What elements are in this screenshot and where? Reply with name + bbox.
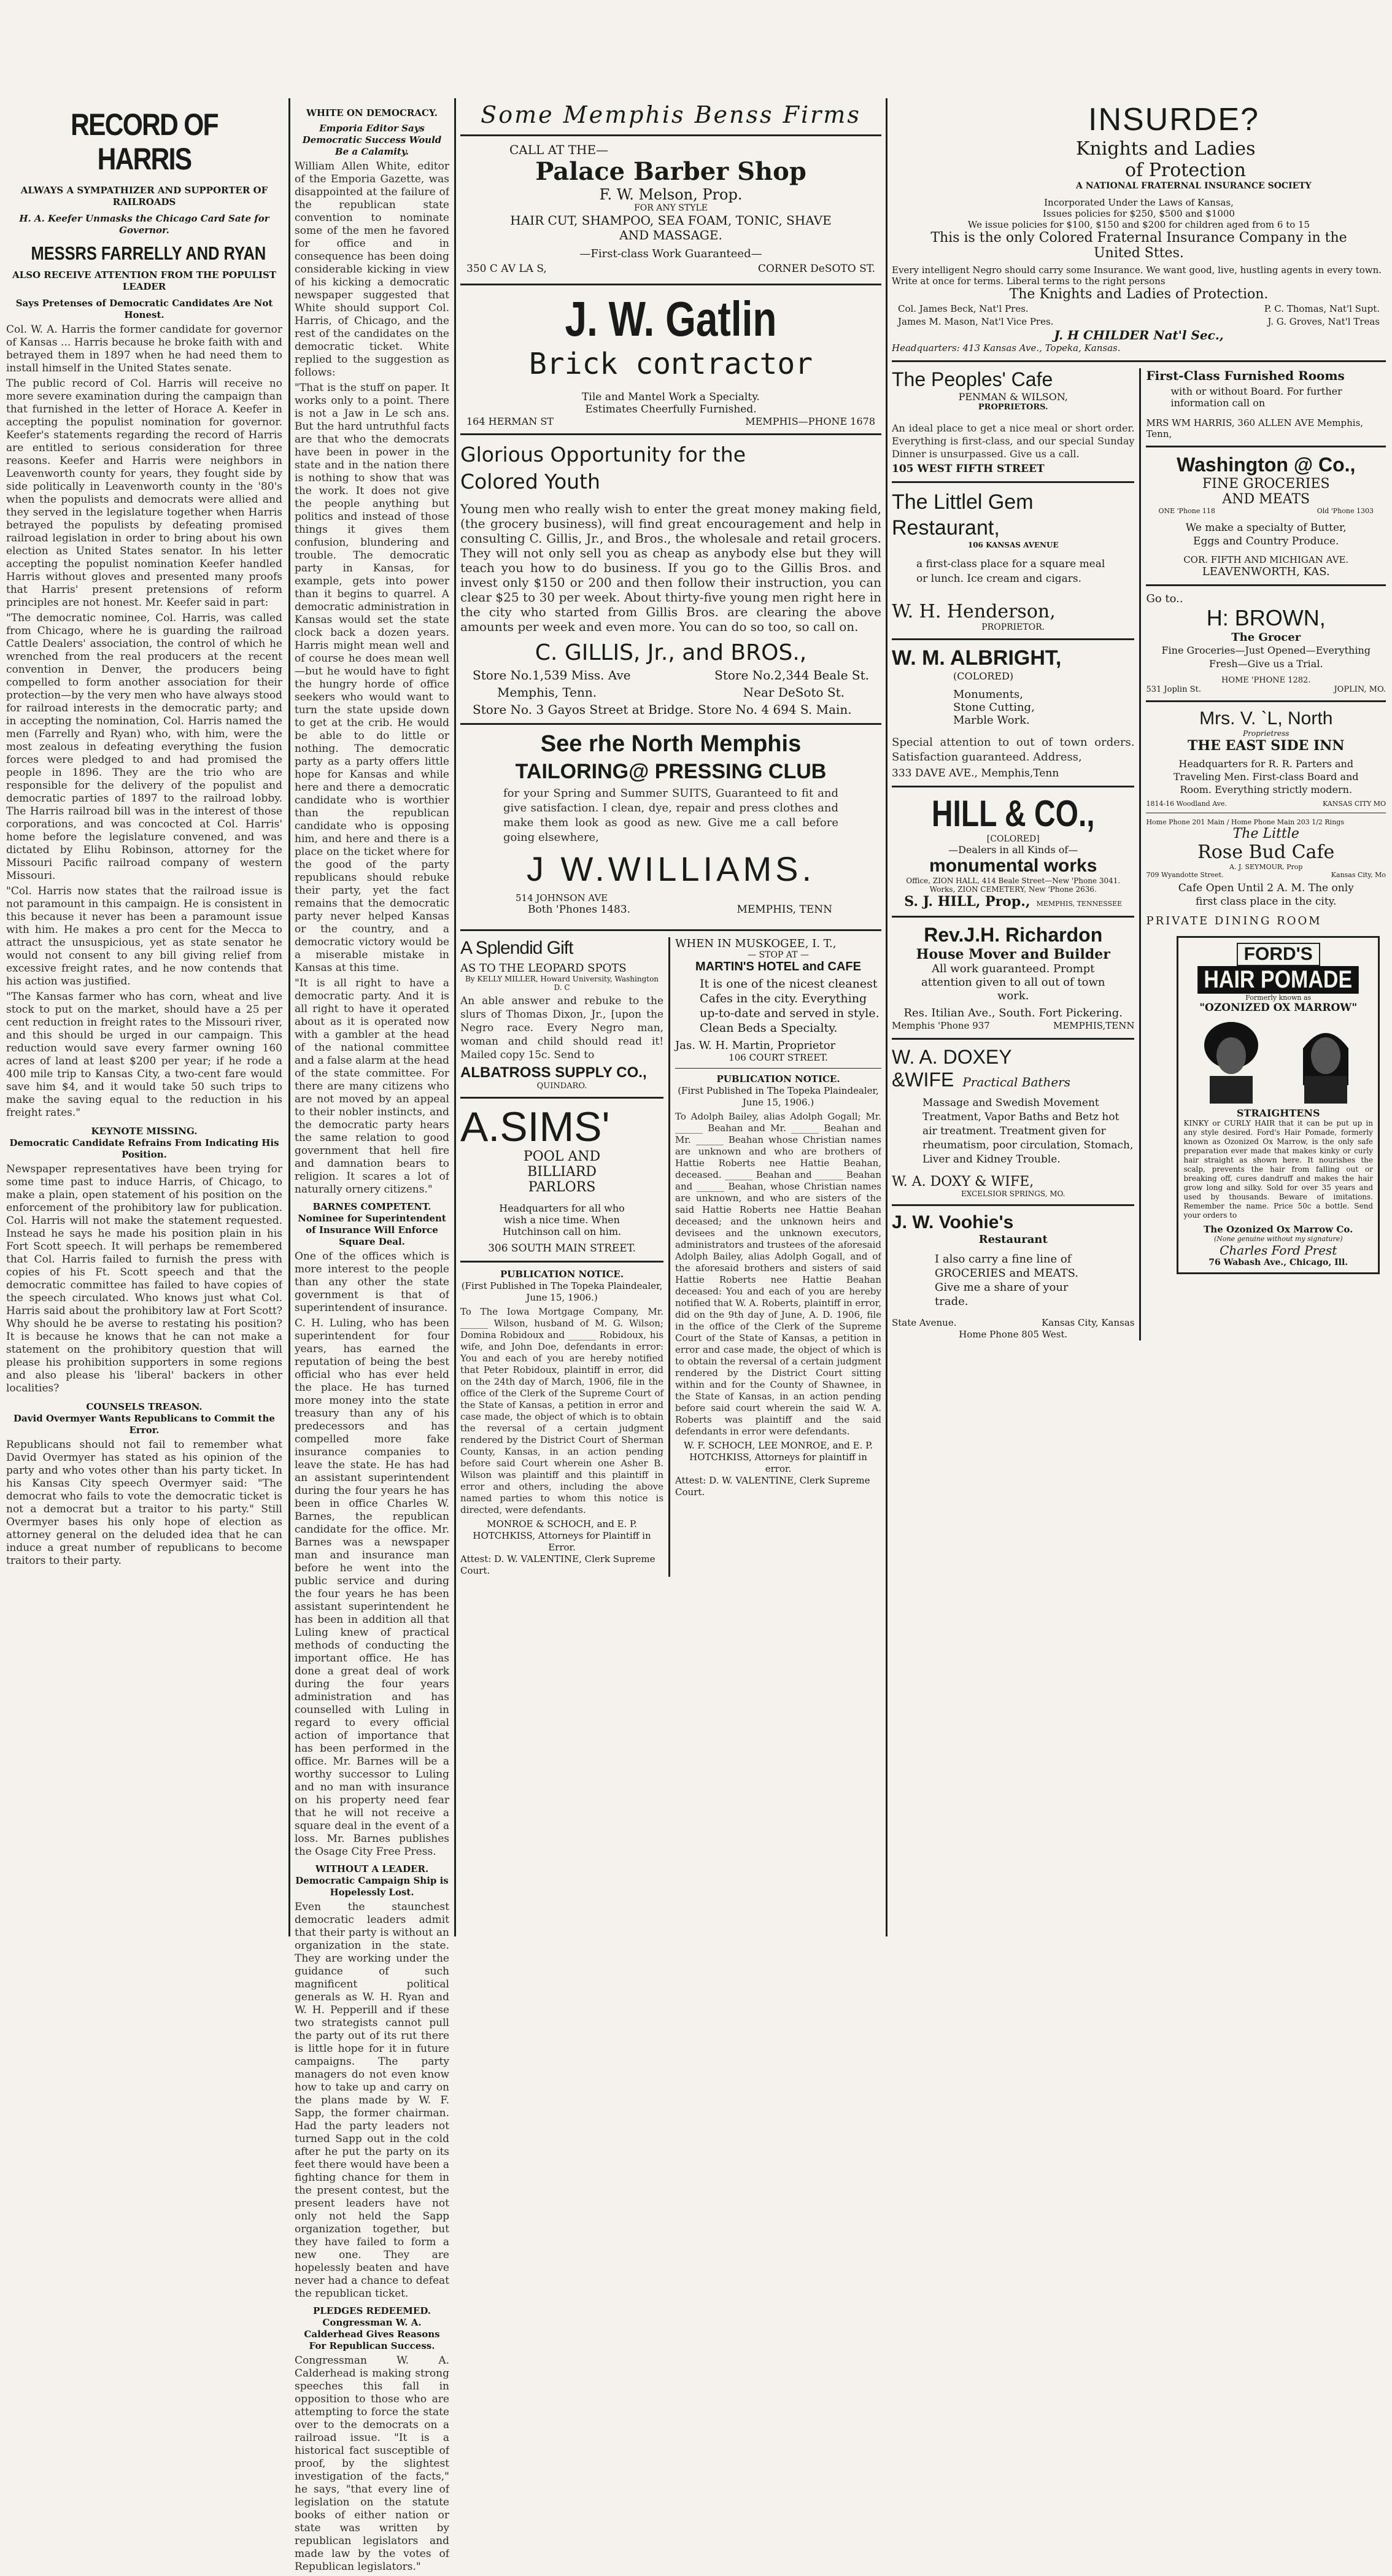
ad-address xyxy=(1146,685,1386,694)
article-paragraph: William Allen White, editor of the Emporia Gazette, was disappointed at the failure of the republican state convention to nominate some of the men he favored for office and in consequence has been doing considerable kicking in view of his kicking a democratic newspaper suggested that White should support Col. Harris, of Chicago, and the rest of the candidates on the democratic ticket. White replied to the suggestion as follows: xyxy=(295,160,449,379)
divider xyxy=(892,1038,1134,1040)
ad-text: A NATIONAL FRATERNAL INSURANCE SOCIETY xyxy=(1076,181,1312,191)
ad-text: J. G. Groves, Nat'l Treas xyxy=(1267,316,1380,327)
ad-text: CORNER DeSOTO ST. xyxy=(757,263,875,275)
subhead: David Overmyer Wants Republicans to Commit the Error. xyxy=(14,1413,275,1436)
ad-title: The Peoples' Cafe xyxy=(892,368,1053,390)
divider xyxy=(460,284,881,285)
ad-text: with or without Board. For further information call on xyxy=(1170,385,1342,409)
publication-notice xyxy=(675,1073,881,1498)
ad-text: S. J. HILL, Prop., xyxy=(904,894,1030,910)
ad-title: J W.WILLIAMS. xyxy=(526,849,816,888)
ad-text: Home Phone 201 Main / Home Phone Main 203 1/2 Rings xyxy=(1146,818,1344,826)
ad-albright xyxy=(892,646,1134,779)
subhead: Says Pretenses of Democratic Candidates Are Not Honest. xyxy=(15,298,273,320)
ad-littlel-gem xyxy=(892,489,1134,632)
ad-text: The Little xyxy=(1232,826,1299,841)
ad-text: J. H CHILDER Nat'l Sec., xyxy=(1054,328,1224,342)
subhead: Congressman W. A. Calderhead Gives Reasons For Republican Success. xyxy=(304,2317,440,2351)
ad-text: Store No.1,539 Miss. Ave xyxy=(473,668,631,683)
ad-text: F. W. Melson, Prop. xyxy=(599,186,743,203)
ad-text: Works, ZION CEMETERY, New 'Phone 2636. xyxy=(929,885,1097,894)
ad-text: P. C. Thomas, Nat'l Supt. xyxy=(1264,303,1380,314)
article-paragraph: The public record of Col. Harris will receive no more severe examination during the campaign than that furnished in the letter of Horace A. Keefer in accepting the populist nomination for governor. Keefer's statements regarding the record of Harris are entitled to serious consideration for three reasons. Keefer and Harris were neighbors in Leavenworth county for years, they fought side by side politically in Leavenworth county in the '80's when the populists and democrats were allied and they served in the legislature together when Harris betrayed the populists by defeating promised railroad legislation in order to bring about his own election as United States senator. In his letter accepting the populist nomination Keefer handled Harris without gloves and presented many proofs that Harris' present pretensions of reform principles are not honest. Mr. Keefer said in part: xyxy=(6,377,282,609)
ad-text: — STOP AT — xyxy=(748,950,809,960)
ad-title: W. M. ALBRIGHT, xyxy=(892,646,1062,670)
right-lower-left xyxy=(892,368,1141,1340)
ad-subtitle: monumental works xyxy=(929,856,1097,876)
notice-text: W. F. SCHOCH, LEE MONROE, and E. P. HOTCHKISS, Attorneys for plaintiff in error. xyxy=(684,1440,873,1474)
ad-brown-grocer xyxy=(1146,592,1386,694)
ad-voohie xyxy=(892,1212,1134,1340)
center-lower-right xyxy=(670,937,881,1577)
divider xyxy=(1146,700,1386,702)
ad-east-side-inn xyxy=(1146,708,1386,808)
ad-text: MRS WM HARRIS, 360 ALLEN AVE Memphis, Tenn, xyxy=(1146,417,1364,439)
ad-subtitle: FINE GROCERIES xyxy=(1202,476,1330,492)
ad-title: See rhe North Memphis xyxy=(540,731,802,757)
ad-hill-co xyxy=(892,794,1134,910)
ad-text: Fine Groceries—Just Opened—Everything Fresh—Give us a Trial. xyxy=(1161,644,1371,670)
ad-text: —Dealers in all Kinds of— xyxy=(948,844,1078,856)
ad-text: —First-class Work Guaranteed— xyxy=(579,247,762,260)
ad-text: Young men who really wish to enter the great money making field, (the grocery business), will find great encouragement and help in consulting C. Gillis, Jr., and Bros., the wholesale and retail grocers. They will not only sell you as cheap as anybody else but they will teach you how to do business. If you go to the Gillis Bros. and invest only $150 or 200 and then follow their instruction, you can clear $25 to 30 per week. About thirty-five young men right here in the city who started from Gillis Bros. are clearing the above amounts per week and even more. You can do so too, so call on. xyxy=(460,501,881,634)
ad-text: HOME 'PHONE 1282. xyxy=(1221,676,1311,685)
ad-prop-line xyxy=(892,894,1134,910)
ad-text: 350 C AV LA S, xyxy=(466,263,547,275)
ad-doxey xyxy=(892,1046,1134,1198)
ad-title: Mrs. V. `L, North xyxy=(1199,708,1333,729)
section-heading: WHITE ON DEMOCRACY. xyxy=(306,107,438,118)
article-paragraph: Newspaper representatives have been trying for some time past to induce Harris, of Chicago, to make a plain, open statement of his position on the enforcement of the prohibitory law for publication. Col. Harris will not make the statement requested. Instead he says he made his position plain in his Fort Scott speech. It will perhaps be remembered that Col. Harris failed to furnish the press with copies of his Ft. Scott speech and that the democratic committee has failed to have copies of the speech circulated. Who knows just what Col. Harris said about the prohibitory law at Fort Scott? Why should he be averse to restating his position? It is because he knows that he can not make a statement on the prohibitory question that will please his prohibition supporters in some regions and also please his 'liberal' backers in other localities? xyxy=(6,1163,282,1394)
ad-text: COR. FIFTH AND MICHIGAN AVE. xyxy=(1183,554,1349,565)
notice-text: MONROE & SCHOCH, and E. P. HOTCHKISS, Attorneys for Plaintiff in Error. xyxy=(473,1518,651,1553)
ad-title: Rose Bud Cafe xyxy=(1197,841,1335,863)
ad-text: PROPRIETORS. xyxy=(978,403,1048,412)
ad-text: Store No.2,344 Beale St. xyxy=(714,668,869,683)
ad-peoples-cafe xyxy=(892,368,1134,475)
ad-text: HAIR CUT, SHAMPOO, SEA FOAM, TONIC, SHAVE AND MASSAGE. xyxy=(510,213,832,242)
ad-subtitle: Restaurant xyxy=(978,1233,1048,1246)
ad-title: Palace Barber Shop xyxy=(535,157,806,186)
ad-text: KANSAS CITY MO xyxy=(1323,800,1386,808)
ad-address xyxy=(1146,871,1386,879)
ad-text: Special attention to out of town orders. Satisfaction guaranteed. Address, xyxy=(892,736,1135,764)
ad-text: 333 DAVE AVE., Memphis,Tenn xyxy=(892,767,1059,779)
ad-title: HILL & CO., xyxy=(931,793,1095,834)
headline-farrelly-ryan: MESSRS FARRELLY AND RYAN xyxy=(31,242,266,264)
ad-text: Memphis 'Phone 937 xyxy=(892,1020,990,1031)
headline-record-of-harris: RECORD OF HARRIS xyxy=(71,107,218,176)
ad-text: KINKY or CURLY HAIR that it can be put up in any style desired. Ford's Hair Pomade, formerly known as Ozonized Ox Marrow, is the only safe preparation ever made that makes kinky or curly hair straight as shown here. It nourishes the scalp, prevents the hair from falling out or breaking off, cures dandruff and makes the hair grow long and silky. Sold for over 35 years and used by thousands. Beware of imitations. Remember the name. Price 50c a bottle. Send your orders to xyxy=(1183,1119,1373,1220)
ad-title: H: BROWN, xyxy=(1206,605,1326,630)
ad-subtitle: STRAIGHTENS xyxy=(1236,1107,1320,1119)
column-rule xyxy=(886,98,887,1936)
ad-text: 306 SOUTH MAIN STREET. xyxy=(488,1242,636,1255)
ad-text: Headquarters: 413 Kansas Ave., Topeka, Kansas. xyxy=(892,342,1121,354)
column-right xyxy=(892,101,1386,1340)
ad-address xyxy=(1146,800,1386,808)
article-paragraph: "The Kansas farmer who has corn, wheat and live stock to put on the market, should have a 25 per cent reduction in freight rates to the Missouri river, and this should be urged in our campaign. This reduction would save every farmer owning 160 acres of land at least $200 per year; if he rode a 400 mile trip to Kansas City, a two-cent fare would save him $4, and it would take 50 such trips to make the saving equal to the reduction in his freight rates." xyxy=(6,991,282,1119)
ad-address xyxy=(460,903,881,916)
ad-text: An ideal place to get a nice meal or short order. Everything is first-class, and our special Sunday Dinner is unsurpassed. Give us a call. xyxy=(892,422,1135,460)
notice-text: To The Iowa Mortgage Company, Mr. ______ Wilson, husband of M. G. Wilson; Domina Robidoux and ______ Robidoux, his wife, and John Doe, defendants in error: You and each of you are hereby notified that Peter Robidoux, plaintiff in error, did on the 24th day of March, 1906, file in the office of the Clerk of the Supreme Court of the State of Kansas, a petition in error and case made, the object of which is to obtain the reversal of a certain judgment rendered by the District Court of Sherman County, Kansas, in an action pending before said Court wherein one Asher B. Wilson was plaintiff and this plaintiff in error and others, including the above named parties to whom this notice is directed, were defendants. xyxy=(460,1306,664,1515)
ad-fords-hair-pomade xyxy=(1177,936,1380,1274)
notice-text: To Adolph Bailey, alias Adolph Gogall; Mr. ______ Beahan and Mr. ______ Beahan and Mr. ______ Beahan whose Christian names are unknown and who are brothers of Hattie Roberts nee Hattie Beahan, deceased. ______ Beahan and ______ Beahan and ______ Beahan, whose Christian names are unknown, and who are sisters of the said Hattie Roberts nee Hattie Beahan deceased; and the unknown heirs and devisees and the unknown executors, administrators and trustees of the aforesaid Adolph Bailey, alias Adolph Gogall, and of the aforesaid brothers and sisters of said Hattie Roberts nee Hattie Beahan deceased: You and each of you are hereby notified that W. A. Roberts, plaintiff in error, did on the 9th day of June, A. D. 1906, file in the office of the Clerk of the Supreme Court of the State of Kansas, a petition in error and case made, the object of which is to obtain the reversal of a certain judgment rendered by the District Court sitting within and for the County of Shawnee, in the State of Kansas, in an action pending before said court wherein the said W. A. Roberts was plaintiff and the said defendants in error were defendants. xyxy=(675,1111,881,1437)
article-paragraph: One of the offices which is more interest to the people than any other the state government is that of superintendent of insurance. xyxy=(295,1250,449,1314)
ad-text: Marble Work. xyxy=(953,714,1030,727)
ad-subtitle: The Grocer xyxy=(1231,631,1301,644)
section-heading: PLEDGES REDEEMED. xyxy=(312,2305,431,2316)
ad-subtitle: Brick contractor xyxy=(528,347,813,381)
ad-text: A. J. SEYMOUR, Prop xyxy=(1229,863,1303,871)
ad-text: Old 'Phone 1303 xyxy=(1317,507,1374,515)
ad-subtitle: of Protection xyxy=(1125,160,1246,181)
ad-text: 106 KANSAS AVENUE xyxy=(967,541,1059,549)
notice-text: (First Published in The Topeka Plaindealer, June 15, 1906.) xyxy=(678,1085,879,1108)
ad-text: W. A. DOXY & WIFE, xyxy=(892,1174,1034,1189)
ad-text: This is the only Colored Fraternal Insurance Company in the United Sttes. xyxy=(930,230,1347,261)
ad-text: PENMAN & WILSON, xyxy=(958,391,1068,403)
ad-subtitle: Knights and Ladies xyxy=(1076,138,1256,160)
ad-sims xyxy=(460,1105,663,1255)
ad-text: It is one of the nicest cleanest Cafes in the city. Everything up-to-date and served in style. Clean Beds a Specialty. xyxy=(700,977,880,1035)
ad-text: 531 Joplin St. xyxy=(1146,685,1201,694)
ad-subtitle: Practical Bathers xyxy=(962,1075,1070,1089)
ad-signature: Charles Ford Prest xyxy=(1220,1243,1337,1258)
ad-title: J. W. Voohie's xyxy=(892,1212,1014,1232)
right-lower xyxy=(892,368,1386,1340)
ad-text: 164 HERMAN ST xyxy=(466,416,554,427)
ad-subtitle: AS TO THE LEOPARD SPOTS xyxy=(460,962,627,975)
article-paragraph: Republicans should not fail to remember what David Overmyer has stated as his opinion of the party and who votes other than his party ticket. In his Kansas City speech Overmyer said: "The democrat who fails to vote the democratic ticket is not a democrat but a traitor to his party." Still Overmyer bases his only hope of election as attorney general on the deluded idea that he can induce a great number of republicans to become traitors to their party. xyxy=(6,1439,282,1567)
ad-text: Issues policies for $250, $500 and $1000 xyxy=(1043,208,1235,219)
publication-notice xyxy=(460,1269,663,1577)
section-heading: WITHOUT A LEADER. xyxy=(315,1863,429,1874)
ad-officers xyxy=(892,316,1386,328)
ad-text: (None genuine without my signature) xyxy=(1213,1235,1343,1243)
ad-title: W. H. Henderson, xyxy=(892,601,1056,622)
ad-title: &WIFE xyxy=(892,1069,954,1091)
center-lower xyxy=(460,937,881,1577)
ad-title: C. GILLIS, Jr., and BROS., xyxy=(535,640,807,665)
portrait-before-illustration xyxy=(1197,1018,1265,1104)
ad-text: [COLORED] xyxy=(986,834,1040,844)
ad-text: Headquarters for all who wish a nice time. When Hutchinson call on him. xyxy=(499,1202,625,1237)
ad-splendid-gift xyxy=(460,937,663,1091)
ad-text: Headquarters for R. R. Parters and Traveling Men. First-class Board and Room. Everything strictly modern. xyxy=(1173,758,1359,795)
ad-text: The Ozonized Ox Marrow Co. xyxy=(1204,1224,1353,1235)
ad-text: Estimates Cheerfully Furnished. xyxy=(585,403,757,416)
section-heading: COUNSELS TREASON. xyxy=(86,1401,203,1412)
ad-subtitle: THE EAST SIDE INN xyxy=(1187,738,1345,754)
ad-text: 1814-16 Woodland Ave. xyxy=(1146,800,1227,808)
ad-title: MARTIN'S HOTEL and CAFE xyxy=(695,960,861,973)
divider xyxy=(1146,584,1386,586)
ad-text: Kansas City, Kansas xyxy=(1042,1317,1135,1328)
ad-title: The Littlel Gem Restaurant, xyxy=(892,490,1034,540)
ad-text: MEMPHIS,TENN xyxy=(1053,1020,1135,1031)
ad-text: 105 WEST FIFTH STREET xyxy=(892,463,1045,475)
ad-palace-barber xyxy=(460,142,881,277)
ad-text: MEMPHIS—PHONE 1678 xyxy=(745,416,875,427)
ad-title: INSURDE? xyxy=(1088,102,1259,137)
ad-title: A.SIMS' xyxy=(460,1104,610,1150)
subhead: Democratic Campaign Ship is Hopelessly Lost. xyxy=(295,1875,449,1898)
divider xyxy=(460,134,881,136)
ad-text: All work guaranteed. Prompt attention given to all out of town work. xyxy=(921,962,1105,1002)
article-paragraph: "The democratic nominee, Col. Harris, was called from Chicago, where he is guarding the railroad Cattle Dealers' association, the control of which he wrenched from the real producers at the recent convention in Denver, the producers being compelled to form another association for their protection—by the very men who have always stood for railroad interests in the democratic party; and in accepting the nomination, Col. Harris named the men (Farrelly and Ryan) who, with him, were the most zealous in defeating everything the fusion forces were pledged to and had promised the people in 1896. They are the trio who are responsible for the delivery of the populist and democratic parties of 1897 to the railroad lobby. The Harris railroad bill was in the interest of those corporations, and was concocted at Col. Harris' home before the legislature convened, and was dictated by Elihu Robinson, attorney for the Missouri Pacific railroad company of western Missouri. xyxy=(6,612,282,882)
subhead: ALSO RECEIVE ATTENTION FROM THE POPULIST LEADER xyxy=(12,269,277,292)
ad-gillis xyxy=(460,441,881,717)
subhead: Emporia Editor Says Democratic Success Would Be a Calamity. xyxy=(302,123,442,157)
ad-rose-bud-cafe xyxy=(1146,818,1386,911)
ad-text: FOR ANY STYLE xyxy=(634,203,708,213)
ad-text: Tile and Mantel Work a Specialty. xyxy=(582,391,760,403)
ad-text: Both 'Phones 1483. xyxy=(528,903,631,916)
ad-text: 514 JOHNSON AVE xyxy=(516,892,608,903)
notice-text: (First Published in The Topeka Plaindealer, June 15, 1906.) xyxy=(461,1280,663,1303)
ad-text: Formerly known as xyxy=(1245,994,1312,1002)
ad-text: Jas. W. H. Martin, Proprietor xyxy=(675,1039,836,1052)
ad-officers xyxy=(892,302,1386,316)
ad-title: First-Class Furnished Rooms xyxy=(1146,368,1345,383)
ad-text: EXCELSIOR SPRINGS, MO. xyxy=(961,1189,1065,1198)
ad-title-line xyxy=(892,1069,1134,1091)
ad-text: (COLORED) xyxy=(953,670,1014,682)
ad-text: Stone Cutting, xyxy=(953,701,1035,714)
ad-text: QUINDARO. xyxy=(536,1081,587,1091)
ad-text: PRIVATE DINING ROOM xyxy=(1146,915,1322,927)
ad-text: Every intelligent Negro should carry some Insurance. We want good, live, hustling agents in every town. Write at once for terms. Liberal terms to the right persons xyxy=(892,265,1382,287)
ad-gatlin xyxy=(460,292,881,427)
portrait-row xyxy=(1183,1018,1373,1104)
ad-text: Col. James Beck, Nat'l Pres. xyxy=(898,303,1029,314)
ad-text: "OZONIZED OX MARROW" xyxy=(1199,1002,1358,1014)
ad-text: JOPLIN, MO. xyxy=(1334,685,1386,694)
divider xyxy=(675,1068,881,1069)
ad-knights-ladies xyxy=(892,101,1386,354)
ad-text: Kansas City, Mo xyxy=(1331,871,1386,879)
ad-north-memphis-tailoring xyxy=(460,731,881,916)
ad-text: MEMPHIS, TENN xyxy=(737,903,832,916)
ad-phones xyxy=(1146,507,1386,515)
divider xyxy=(892,1204,1134,1206)
ad-text: Incorporated Under the Laws of Kansas, xyxy=(1044,197,1234,208)
ad-text: 106 COURT STREET. xyxy=(729,1052,828,1063)
divider xyxy=(460,929,881,931)
ad-address xyxy=(460,665,881,685)
ad-text: Store No. 3 Gayos Street at Bridge. Store No. 4 694 S. Main. xyxy=(473,702,852,717)
ad-text: Office, ZION HALL, 414 Beale Street—New 'Phone 3041. xyxy=(906,876,1121,885)
divider xyxy=(460,1261,663,1263)
center-lower-left xyxy=(460,937,670,1577)
notice-text: Attest: D. W. VALENTINE, Clerk Supreme Court. xyxy=(460,1553,655,1576)
divider xyxy=(460,723,881,725)
ad-text: By KELLY MILLER, Howard University, Washington D. C xyxy=(465,975,659,992)
article-paragraph: "It is all right to have a democratic party. And it is all right to have it operated about as it is operated now with a gambler at the head of the national committee and a false alarm at the head of the state committee. For there are many citizens who are not moved by an appeal to their nobler instincts, and the democratic party hears the same relation to good government that hell fire and damnation bears to religion. It scares a lot of naturally ornery citizens." xyxy=(295,977,449,1196)
right-lower-right xyxy=(1141,368,1386,1340)
ad-text: We make a specialty of Butter, Eggs and Country Produce. xyxy=(1185,522,1347,547)
ad-washington xyxy=(1146,454,1386,578)
subhead: Democratic Candidate Refrains From Indicating His Position. xyxy=(9,1137,279,1160)
article-paragraph: Col. W. A. Harris the former candidate for governor of Kansas ... Harris because he broke faith with and betrayed them in 1897 when he had need them to install himself in the United States senate. xyxy=(6,323,282,374)
divider xyxy=(460,433,881,435)
portrait-after-illustration xyxy=(1292,1018,1359,1104)
ad-text: An able answer and rebuke to the slurs of Thomas Dixon, Jr., [upon the Negro race. Every Negro man, woman and child should read it! Mailed copy 15c. Send to xyxy=(460,995,664,1061)
ad-text: Cafe Open Until 2 A. M. The only first class place in the city. xyxy=(1178,882,1354,908)
ad-text: MEMPHIS, TENNESSEE xyxy=(1036,900,1123,908)
article-paragraph: "Col. Harris now states that the railroad issue is not paramount in this campaign. He is consistent in this because it never has been a paramount issue with him. He makes a pro cent for the Mecca to attract the unsuspicious, yet as state senator he would not consent to any bill giving relief from excessive freight rates, and he now contends that his action was justified. xyxy=(6,885,282,988)
ad-text: LEAVENWORTH, KAS. xyxy=(1202,565,1330,578)
ad-text: 76 Wabash Ave., Chicago, Ill. xyxy=(1208,1258,1348,1267)
column-rule xyxy=(288,98,290,1936)
article-paragraph: C. H. Luling, who has been superintendent for four years, has earned the reputation of being the best official who has ever held the place. He has turned more money into the state treasury than any of his predecessors and has compelled more fake insurance companies to leave the state. He has had an assistant superintendent during the four years he has been in office Charles W. Barnes, the republican candidate for the office. Mr. Barnes was a newspaper man and insurance man before he went into the public service and during the four years he has been assistant superintendent he has been in addition all that Luling knew of practical methods of conducting the important office. He has done a great deal of work during the four years administration and has counselled with Luling in regard to every official action of importance that has been performed in the office. Mr. Barnes will be a worthy successor to Luling and no man with insurance on his property need fear that he will not receive a square deal in the event of a loss. Mr. Barnes publishes the Osage City Free Press. xyxy=(295,1317,449,1858)
notice-text: Attest: D. W. VALENTINE, Clerk Supreme Court. xyxy=(675,1475,870,1498)
ad-text: State Avenue. xyxy=(892,1317,957,1328)
ad-furnished-rooms xyxy=(1146,368,1386,439)
ad-text: Monuments, xyxy=(953,688,1023,701)
ad-text: Massage and Swedish Movement Treatment, Vapor Baths and Betz hot air treatment. Treatment given for rheumatism, poor circulation, Stomach, Liver and Kidney Trouble. xyxy=(922,1097,1134,1166)
ad-subtitle: TAILORING@ PRESSING CLUB xyxy=(515,760,827,783)
ad-text: Near DeSoto St. xyxy=(743,685,845,700)
column-center xyxy=(460,101,881,1577)
ad-text: I also carry a fine line of GROCERIES and MEATS. Give me a share of your trade. xyxy=(935,1253,1079,1308)
ad-address xyxy=(892,1020,1134,1032)
ad-text: Proprietress xyxy=(1243,729,1290,738)
notice-title: PUBLICATION NOTICE. xyxy=(500,1269,624,1280)
ad-text: Go to.. xyxy=(1146,592,1183,605)
article-paragraph: Congressman W. A. Calderhead is making strong speeches this fall in opposition to those who are attempting to force the state over to the democrats on a railroad issue. "It is a historical fact susceptible of proof, by the slightest investigation of the facts," he says, "that every line of legislation on the statute books of either nation or state was written by republican legislators and made law by the votes of Republican legislators." xyxy=(295,2354,449,2573)
ad-text: 709 Wyandotte Street. xyxy=(1146,871,1224,879)
ad-title: A Splendid Gift xyxy=(460,938,573,958)
ad-title: J. W. Gatlin xyxy=(565,292,777,346)
ad-text: CALL AT THE— xyxy=(509,142,609,157)
ad-address xyxy=(892,1317,1134,1329)
subhead: Nominee for Superintendent of Insurance Will Enforce Square Deal. xyxy=(298,1213,446,1247)
ad-martins-hotel xyxy=(675,937,881,1063)
ad-title: WHEN IN MUSKOGEE, I. T., xyxy=(675,937,837,950)
ad-title: Washington @ Co., xyxy=(1177,454,1356,476)
ad-text: Memphis, Tenn. xyxy=(497,685,597,700)
divider xyxy=(892,916,1134,918)
ad-text: ONE 'Phone 118 xyxy=(1158,507,1215,515)
ad-address xyxy=(460,416,881,427)
notice-title: PUBLICATION NOTICE. xyxy=(716,1073,840,1085)
divider xyxy=(892,481,1134,483)
column-left-2 xyxy=(295,107,449,2576)
banner-memphis-firms: Some Memphis Benss Firms xyxy=(481,101,861,128)
ad-address xyxy=(460,685,881,700)
ad-richardson xyxy=(892,924,1134,1032)
ad-title: HAIR POMADE xyxy=(1198,966,1359,994)
divider xyxy=(892,786,1134,787)
divider xyxy=(1146,446,1386,447)
ad-subtitle: House Mover and Builder xyxy=(916,946,1110,962)
ad-text: a first-class place for a square meal or lunch. Ice cream and cigars. xyxy=(916,558,1105,585)
subhead: ALWAYS A SYMPATHIZER AND SUPPORTER OF RAILROADS xyxy=(20,185,268,207)
article-paragraph: "That is the stuff on paper. It works only to a point. There is not a Jaw in Le sch ans. But the hard untruthful facts are that who the democrats have been in power in the state and in the nation there is nothing to show that was the work. It does not give the people anything but politics and instead of those things it gives them confusion, blundering and trouble. The democratic party in Kansas, for example, gets into power than it begins to quarrel. A democratic administration in Kansas would set the state clock back a dozen years. Harris might mean well and of course he does mean well—but he would have to fight the hungry horde of office seekers who would want to turn the state upside down to get at the crib. He would be able to do little or nothing. The democratic party as a party offers little hope for Kansas and while here and there a democratic candidate who is worthier than the republican candidate who is opposing him, and here and there is a place on the ticket where for the good of the party republicans should rebuke their party, yet the fact remains that the democratic party never helped Kansas or the country, and a democratic victory would be a miserable mistake in Kansas at this time. xyxy=(295,382,449,974)
ad-title: Rev.J.H. Richardon xyxy=(924,924,1103,946)
section-heading: BARNES COMPETENT. xyxy=(312,1201,431,1212)
column-left-1 xyxy=(6,107,282,1570)
ad-text: Home Phone 805 West. xyxy=(959,1329,1068,1340)
divider xyxy=(460,1097,663,1099)
subhead: H. A. Keefer Unmasks the Chicago Card Sate for Governor. xyxy=(19,213,269,236)
ad-address xyxy=(460,260,881,277)
divider xyxy=(892,638,1134,640)
ad-title: Glorious Opportunity for the Colored Youth xyxy=(460,443,746,493)
divider xyxy=(892,360,1386,362)
ad-text: James M. Mason, Nat'l Vice Pres. xyxy=(898,316,1054,327)
column-rule xyxy=(454,98,456,1936)
ad-text: for your Spring and Summer SUITS, Guaranteed to fit and give satisfaction. I clean, dye, repair and press clothes and make them look as good as new. Give me a call before going elsewhere, xyxy=(503,787,838,844)
ad-title: FORD'S xyxy=(1237,943,1320,966)
ad-text: The Knights and Ladies of Protection. xyxy=(1009,287,1269,302)
ad-text: Res. Itilian Ave., South. Fort Pickering. xyxy=(903,1007,1123,1019)
ad-title: ALBATROSS SUPPLY CO., xyxy=(460,1064,647,1081)
section-heading: KEYNOTE MISSING. xyxy=(91,1126,198,1137)
ad-subtitle: POOL AND BILLIARD PARLORS xyxy=(523,1149,601,1195)
ad-title: W. A. DOXEY xyxy=(892,1046,1012,1068)
ad-text: We issue policies for $100, $150 and $200 for children aged from 6 to 15 xyxy=(967,219,1310,230)
ad-subtitle: AND MEATS xyxy=(1222,492,1310,507)
article-paragraph: Even the staunchest democratic leaders admit that their party is without an organization in the state. They are working under the guidance of such magnificent political generals as W. H. Ryan and W. H. Pepperill and if these two strategists cannot pull the party out of its rut there is little hope for it in future campaigns. The party managers do not even know how to take up and carry on the plans made by W. F. Sapp, the former chairman. Had the party leaders not turned Sapp out in the cold after he put the party on its feet there would have been a fighting chance for them in the present contest, but the present leaders have not only not held the Sapp organization together, but they have failed to form a new one. They are hopelessly beaten and have never had a chance to defeat the republican ticket. xyxy=(295,1901,449,2300)
ad-text: PROPRIETOR. xyxy=(981,622,1045,632)
